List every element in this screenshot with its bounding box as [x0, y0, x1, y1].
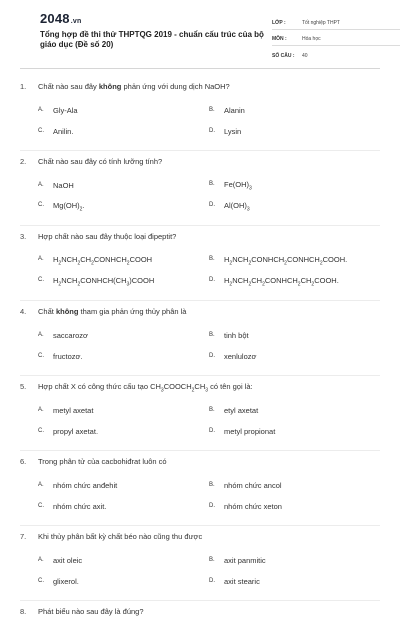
meta-key: MÔN :	[272, 36, 287, 42]
answer-text: NaOH	[53, 181, 74, 190]
question-stem	[20, 82, 380, 91]
answer-key: C.	[38, 128, 44, 134]
question-number: 2.	[20, 157, 27, 166]
question-text: Chất không tham gia phản ứng thủy phân là	[38, 307, 187, 316]
answer-option[interactable]	[38, 276, 209, 288]
answer-row	[38, 175, 380, 196]
question-stem	[20, 607, 380, 616]
answer-key: D.	[209, 503, 215, 509]
answer-key: D.	[209, 353, 215, 359]
answer-row	[38, 271, 380, 292]
answer-row	[38, 100, 380, 121]
answer-row	[38, 571, 380, 592]
exam-title: Tổng hợp đề thi thử THPTQG 2019 - chuẩn cấu trúc của bộ giáo dục (Đề số 20)	[40, 30, 264, 49]
answer-text: $Al(OH)_3$	[224, 200, 250, 213]
question-text: Chất nào sau đây có tính lưỡng tính?	[38, 157, 163, 166]
answer-text: nhóm chức axit.	[53, 502, 107, 511]
answer-key: B.	[209, 180, 215, 187]
answer-options	[38, 550, 380, 592]
answer-key: B.	[209, 255, 215, 262]
question-list	[20, 76, 380, 621]
answer-row	[38, 250, 380, 271]
answer-key: B.	[209, 107, 215, 113]
answer-text: Anilin.	[53, 127, 74, 136]
meta-key: SỐ CÂU :	[272, 53, 295, 59]
answer-option[interactable]	[38, 502, 209, 511]
answer-row	[38, 550, 380, 571]
answer-text: etyl axetat	[224, 406, 259, 415]
answer-row	[38, 421, 380, 442]
answer-option[interactable]	[38, 556, 209, 565]
answer-key: B.	[209, 557, 215, 563]
question-item	[20, 76, 380, 151]
meta-row-count	[272, 46, 400, 62]
question-item	[20, 451, 380, 526]
answer-option[interactable]	[209, 481, 380, 490]
answer-text: $Mg(OH)_2$.	[53, 200, 85, 213]
answer-option[interactable]	[209, 502, 380, 511]
question-text: Chất nào sau đây không phản ứng với dung dịch NaOH?	[38, 82, 230, 91]
answer-key: A.	[38, 255, 44, 262]
exam-meta	[272, 14, 400, 62]
answer-options	[38, 100, 380, 142]
question-text: Hợp chất X có công thức cấu tạo $CH_3COOCH_2CH_3$ có tên gọi là:	[38, 382, 253, 394]
question-number: 6.	[20, 457, 27, 466]
answer-text: tinh bột	[224, 331, 249, 340]
answer-row	[38, 496, 380, 517]
answer-text: axit oleic	[53, 556, 83, 565]
question-number: 8.	[20, 607, 27, 616]
answer-options	[38, 325, 380, 367]
answer-text: Gly-Ala	[53, 106, 78, 115]
answer-option[interactable]	[209, 201, 380, 213]
answer-key: D.	[209, 578, 215, 584]
answer-options	[38, 400, 380, 442]
answer-key: D.	[209, 428, 215, 434]
answer-key: D.	[209, 128, 215, 134]
answer-option[interactable]	[209, 255, 380, 267]
answer-text: nhóm chức xeton	[224, 502, 282, 511]
answer-text: glixerol.	[53, 577, 79, 586]
question-stem	[20, 532, 380, 541]
answer-option[interactable]	[38, 481, 209, 490]
meta-row-class	[272, 14, 400, 30]
question-item	[20, 226, 380, 301]
exam-header	[20, 0, 380, 72]
answer-text: Lysin	[224, 127, 242, 136]
answer-key: C.	[38, 578, 44, 584]
answer-text: saccarozơ	[53, 331, 88, 340]
answer-text: axit panmitic	[224, 556, 266, 565]
meta-value: Hóa học	[302, 36, 321, 42]
meta-value: 40	[302, 53, 308, 59]
question-number: 4.	[20, 307, 27, 316]
question-item	[20, 151, 380, 226]
question-number: 1.	[20, 82, 27, 91]
answer-text: propyl axetat.	[53, 427, 99, 436]
answer-row	[38, 400, 380, 421]
question-stem	[20, 382, 380, 394]
answer-text: $H_2NCH_2CONHCH_2CONHCH_2COOH$.	[224, 254, 348, 267]
answer-key: C.	[38, 353, 44, 359]
question-item	[20, 526, 380, 601]
answer-key: B.	[209, 407, 215, 413]
question-text: Hợp chất nào sau đây thuộc loại đipeptit?	[38, 232, 177, 241]
answer-text: $H_2NCH_2CH_2CONHCH_2CH_2COOH$.	[224, 275, 339, 288]
question-stem	[20, 157, 380, 166]
answer-option[interactable]	[209, 406, 380, 415]
answer-text: nhóm chức ancol	[224, 481, 282, 490]
answer-options	[38, 175, 380, 217]
answer-option[interactable]	[209, 180, 380, 192]
answer-text: fructozơ.	[53, 352, 83, 361]
answer-row	[38, 325, 380, 346]
answer-key: A.	[38, 332, 44, 338]
answer-option[interactable]	[38, 255, 209, 267]
answer-option[interactable]	[38, 577, 209, 586]
meta-row-subject	[272, 30, 400, 46]
question-number: 5.	[20, 382, 27, 391]
answer-key: B.	[209, 332, 215, 338]
answer-option[interactable]	[38, 406, 209, 415]
answer-option[interactable]	[38, 181, 209, 190]
answer-options	[38, 475, 380, 517]
answer-option[interactable]	[209, 352, 380, 361]
answer-row	[38, 196, 380, 217]
answer-text: nhóm chức anđehit	[53, 481, 118, 490]
answer-key: C.	[38, 428, 44, 434]
answer-text: xenlulozơ	[224, 352, 257, 361]
answer-key: B.	[209, 482, 215, 488]
answer-option[interactable]	[38, 106, 209, 115]
answer-options	[38, 250, 380, 292]
answer-text: $H_2NCH_2CONHCH(CH_3)COOH$	[53, 275, 155, 288]
header-divider	[20, 68, 380, 69]
question-stem	[20, 307, 380, 316]
question-item	[20, 601, 380, 621]
brand-suffix: .vn	[70, 18, 82, 25]
answer-option[interactable]	[209, 106, 380, 115]
answer-option[interactable]	[209, 331, 380, 340]
answer-option[interactable]	[209, 127, 380, 136]
answer-key: A.	[38, 182, 44, 188]
answer-text: $Fe(OH)_3$	[224, 179, 252, 192]
answer-row	[38, 475, 380, 496]
answer-key: A.	[38, 107, 44, 113]
answer-row	[38, 121, 380, 142]
answer-text: metyl axetat	[53, 406, 94, 415]
answer-option[interactable]	[209, 556, 380, 565]
question-number: 3.	[20, 232, 27, 241]
question-text: Phát biểu nào sau đây là đúng?	[38, 607, 144, 616]
answer-key: D.	[209, 276, 215, 283]
answer-option[interactable]	[209, 577, 380, 586]
answer-option[interactable]	[209, 427, 380, 436]
answer-option[interactable]	[38, 127, 209, 136]
meta-value: Tốt nghiệp THPT	[302, 20, 340, 26]
answer-text: axit stearic	[224, 577, 260, 586]
question-text: Trong phân tử của cacbohiđrat luôn có	[38, 457, 167, 466]
answer-key: D.	[209, 201, 215, 208]
answer-option[interactable]	[38, 201, 209, 213]
brand-logo[interactable]	[40, 11, 81, 26]
question-stem	[20, 457, 380, 466]
answer-key: C.	[38, 201, 44, 208]
answer-key: A.	[38, 407, 44, 413]
question-number: 7.	[20, 532, 27, 541]
meta-key: LỚP :	[272, 20, 286, 26]
answer-text: $H_2NCH_2CH_2CONHCH_2COOH$	[53, 254, 153, 267]
brand-main: 2048	[40, 11, 70, 26]
answer-option[interactable]	[38, 331, 209, 340]
answer-key: C.	[38, 276, 44, 283]
question-stem	[20, 232, 380, 241]
answer-key: A.	[38, 482, 44, 488]
answer-row	[38, 346, 380, 367]
answer-key: A.	[38, 557, 44, 563]
answer-option[interactable]	[38, 352, 209, 361]
answer-text: Alanin	[224, 106, 245, 115]
answer-key: C.	[38, 503, 44, 509]
question-item	[20, 376, 380, 451]
question-text: Khi thủy phân bất kỳ chất béo nào cũng thu được	[38, 532, 203, 541]
answer-option[interactable]	[38, 427, 209, 436]
answer-option[interactable]	[209, 276, 380, 288]
answer-text: metyl propionat	[224, 427, 276, 436]
question-item	[20, 301, 380, 376]
